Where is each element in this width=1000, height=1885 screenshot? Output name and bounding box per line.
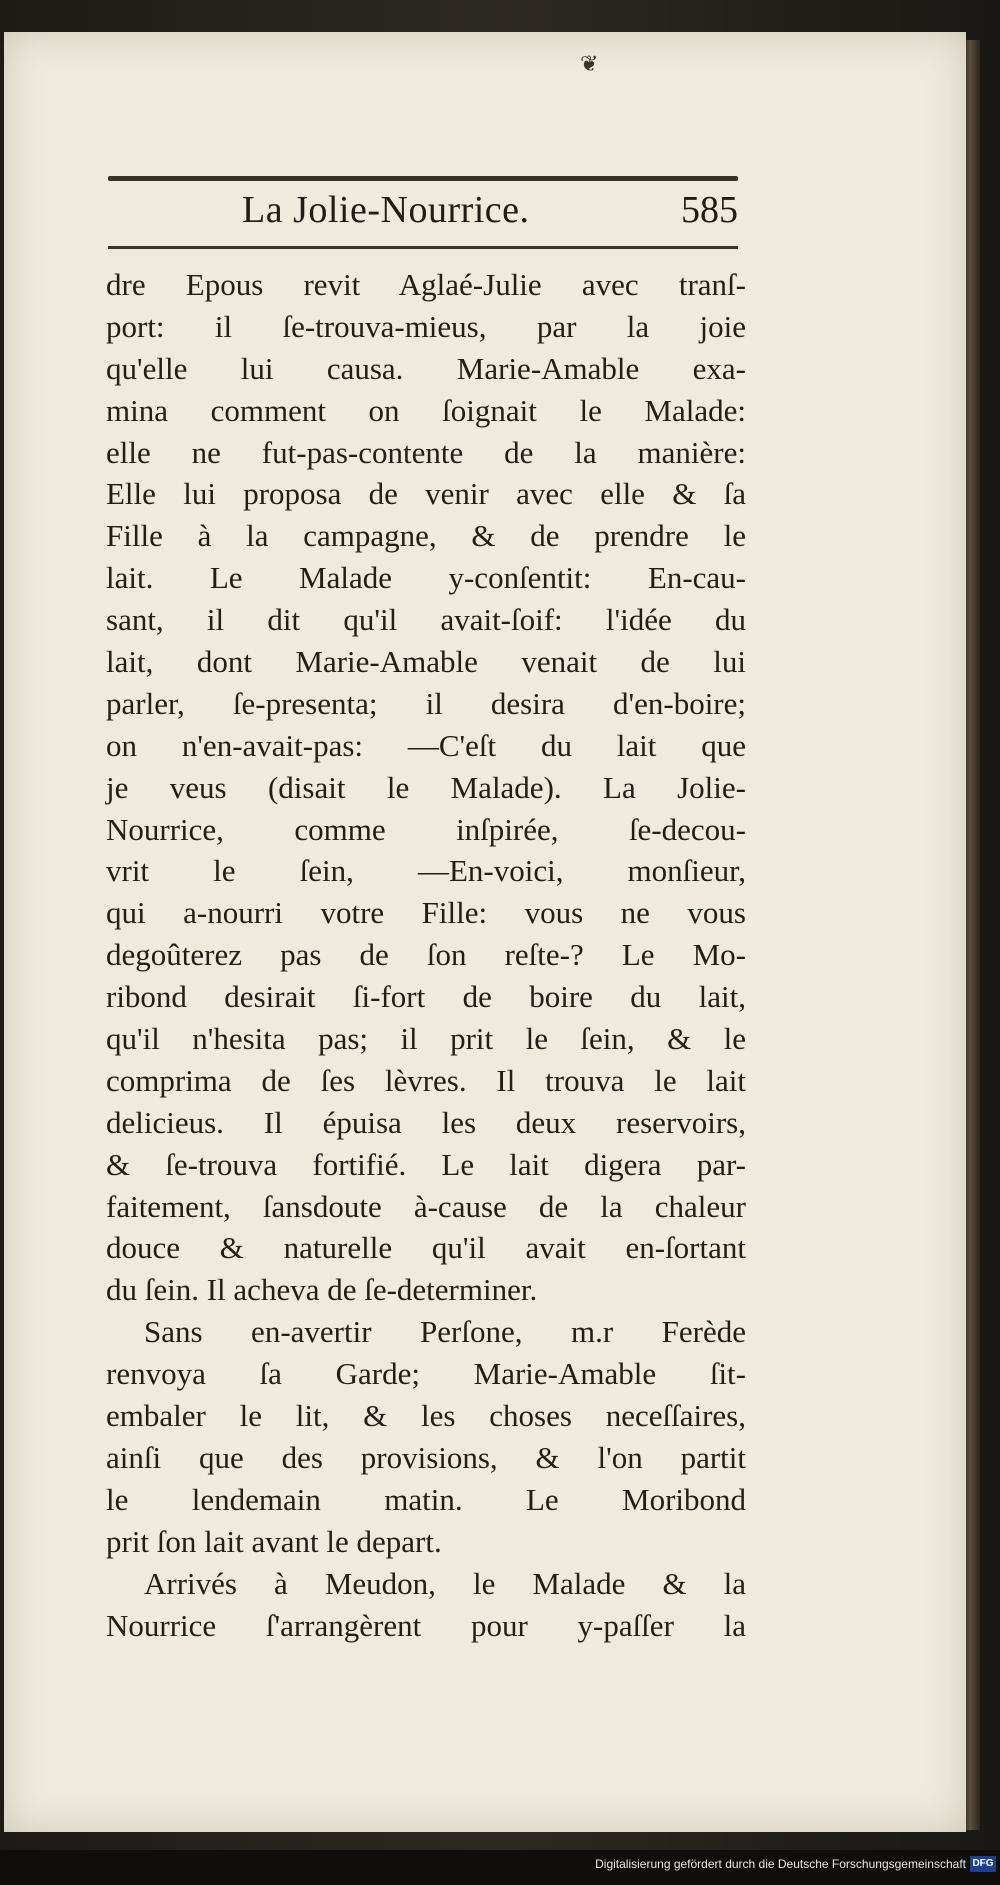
ornament-mark: ❦ xyxy=(580,52,599,77)
text-line: prit ſon lait avant le depart. xyxy=(106,1523,442,1559)
text-line: sant, il dit qu'il avait-ſoif: l'idée du xyxy=(106,602,746,638)
text-line: Fille à la campagne, & de prendre le xyxy=(106,518,746,554)
text-line: qu'elle lui causa. Marie-Amable exa- xyxy=(106,350,746,386)
text-line: dre Epous revit Aglaé-Julie avec tranſ- xyxy=(106,267,746,302)
text-line: parler, ſe-presenta; il desira d'en-boire; xyxy=(106,685,746,721)
text-line: qu'il n'hesita pas; il prit le ſein, & le xyxy=(106,1021,746,1057)
running-header xyxy=(108,188,738,238)
text-line: port: il ſe-trouva-mieus, par la joie xyxy=(106,308,746,344)
text-line: delicieus. Il épuisa les deux reservoirs, xyxy=(106,1104,746,1140)
text-line: Nourrice, comme inſpirée, ſe-decou- xyxy=(106,811,746,847)
text-line: douce & naturelle qu'il avait en-ſortant xyxy=(106,1230,746,1266)
text-line: comprima de ſes lèvres. Il trouva le lait xyxy=(106,1062,746,1098)
text-line: renvoya ſa Garde; Marie-Amable ſit- xyxy=(106,1356,746,1392)
text-line: ribond desirait ſi-fort de boire du lait, xyxy=(106,979,746,1015)
body-text xyxy=(106,264,746,1646)
text-line: mina comment on ſoignait le Malade: xyxy=(106,392,746,428)
text-line: ainſi que des provisions, & l'on partit xyxy=(106,1439,746,1475)
text-line: du ſein. Il acheva de ſe-determiner. xyxy=(106,1272,538,1308)
footer-credit: Digitalisierung gefördert durch die Deutsche Forschungsgemeinschaft xyxy=(595,1857,966,1871)
header-rule-bottom xyxy=(108,246,738,249)
text-line: & ſe-trouva fortifié. Le lait digera par- xyxy=(106,1146,746,1182)
text-line: je veus (disait le Malade). La Jolie- xyxy=(106,769,746,805)
text-line: Arrivés à Meudon, le Malade & la xyxy=(144,1565,746,1601)
scan-footer xyxy=(0,1850,1000,1885)
page-number: 585 xyxy=(681,189,738,231)
text-line: Nourrice ſ'arrangèrent pour y-paſſer la xyxy=(106,1607,746,1643)
text-line: elle ne fut-pas-contente de la manière: xyxy=(106,434,746,470)
text-line: embaler le lit, & les choses neceſſaires, xyxy=(106,1398,746,1434)
text-line: lait, dont Marie-Amable venait de lui xyxy=(106,644,746,680)
header-rule-top xyxy=(108,176,738,181)
text-line: le lendemain matin. Le Moribond xyxy=(106,1481,746,1517)
text-line: faitement, ſansdoute à-cause de la chaleur xyxy=(106,1188,746,1224)
text-line: qui a-nourri votre Fille: vous ne vous xyxy=(106,895,746,931)
dfg-logo: DFG xyxy=(970,1856,996,1872)
text-line: Elle lui proposa de venir avec elle & ſa xyxy=(106,476,746,512)
text-line: Sans en-avertir Perſone, m.r Ferède xyxy=(144,1314,746,1350)
text-line: vrit le ſein, —En-voici, monſieur, xyxy=(106,853,746,889)
text-line: on n'en-avait-pas: —C'eſt du lait que xyxy=(106,727,746,763)
page-edge xyxy=(964,40,980,1830)
running-title: La Jolie-Nourrice. xyxy=(242,189,530,231)
text-line: lait. Le Malade y-conſentit: En-cau- xyxy=(106,560,746,596)
text-line: degoûterez pas de ſon reſte-? Le Mo- xyxy=(106,937,746,973)
